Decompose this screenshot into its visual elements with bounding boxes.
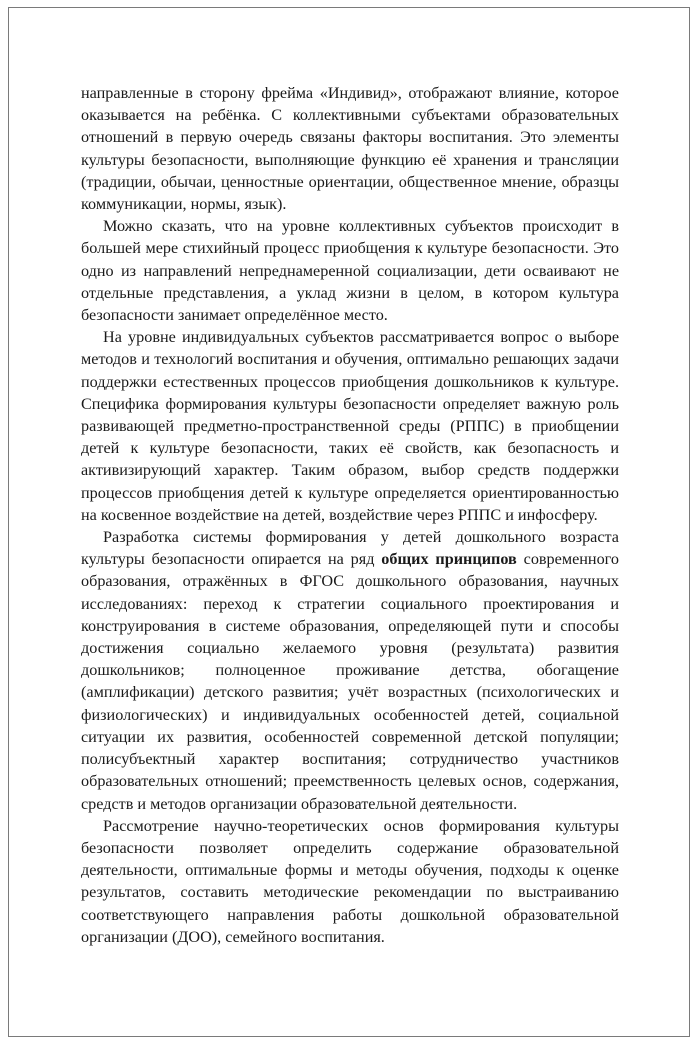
document-page: [8, 7, 690, 1037]
paragraph-2: Можно сказать, что на уровне коллективных субъектов происходит в большей мере стихийный процесс приобщения к культуре безопасности. Это одно из направлений непреднамеренной социализации, дети осваивают не отдельные представления, а уклад жизни в целом, в котором культура безопасности занимает определённое место.: [81, 217, 619, 325]
paragraph-4-start: Разработка системы формирования у детей дошкольного возраста культуры безопасности опирается на ряд: [81, 528, 619, 569]
paragraph-3: На уровне индивидуальных субъектов рассматривается вопрос о выборе методов и технологий воспитания и обучения, оптимально решающих задачи поддержки естественных процессов приобщения дошкольников к культуре. Специфика формирования культуры безопасности определяет важную роль развивающей предметно-пространственной среды (РППС) в приобщении детей к культуре безопасности, таких её свойств, как безопасность и активизирующий характер. Таким образом, выбор средств поддержки процессов приобщения детей к культуре определяется ориентированностью на косвенное воздействие на детей, воздействие через РППС и инфосферу.: [81, 328, 619, 524]
paragraph-4-bold-term: общих принципов: [381, 550, 517, 569]
paragraph-5: Рассмотрение научно-теоретических основ формирования культуры безопасности позволяет определить содержание образовательной деятельности, оптимальные формы и методы обучения, подходы к оценке результатов, составить методические рекомендации по выстраиванию соответствующего направления работы дошкольной образовательной организации (ДОО), семейного воспитания.: [81, 816, 619, 946]
paragraph-1: направленные в сторону фрейма «Индивид», отображают влияние, которое оказывается на ребёнка. С коллективными субъектами образовательных отношений в первую очередь связаны факторы воспитания. Это элементы культуры безопасности, выполняющие функцию её хранения и трансляции (традиции, обычаи, ценностные ориентации, общественное мнение, образцы коммуникации, нормы, язык).: [81, 84, 619, 214]
body-text: [81, 82, 619, 948]
paragraph-4: [81, 526, 619, 815]
paragraph-4-end: современного образования, отражённых в ФГОС дошкольного образования, научных исследованиях: переход к стратегии социального проектирования и конструирования в системе образования, определяющей пути и способы достижения социально желаемого уровня (результата) развития дошкольников; полноценное проживание детства, обогащение (амплификации) детского развития; учёт возрастных (психологических и физиологических) и индивидуальных особенностей детей, социальной ситуации их развития, особенностей современной детской популяции; полисубъектный характер воспитания; сотрудничество участников образовательных отношений; преемственность целевых основ, содержания, средств и методов организации образовательной деятельности.: [81, 550, 620, 813]
